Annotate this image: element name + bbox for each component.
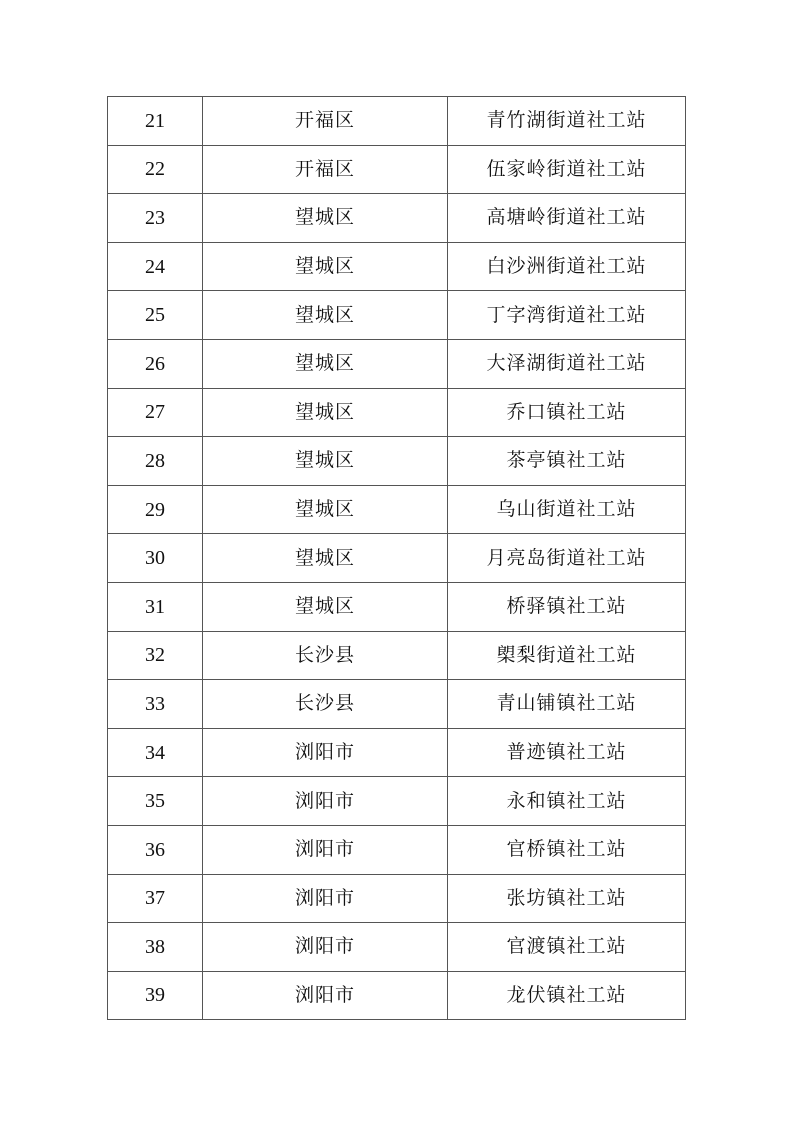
station-name-cell: 茶亭镇社工站	[448, 437, 686, 486]
table-row	[108, 582, 686, 631]
station-name-cell: 乌山街道社工站	[448, 485, 686, 534]
district-cell: 望城区	[203, 437, 448, 486]
table-row	[108, 825, 686, 874]
row-number-cell: 36	[108, 825, 203, 874]
row-number-cell: 37	[108, 874, 203, 923]
district-cell: 望城区	[203, 242, 448, 291]
row-number-cell: 30	[108, 534, 203, 583]
district-cell: 望城区	[203, 291, 448, 340]
station-name-cell: 龙伏镇社工站	[448, 971, 686, 1020]
row-number-cell: 32	[108, 631, 203, 680]
station-name-cell: 官桥镇社工站	[448, 825, 686, 874]
table-row	[108, 631, 686, 680]
district-cell: 浏阳市	[203, 971, 448, 1020]
station-name-cell: 永和镇社工站	[448, 777, 686, 826]
table-row	[108, 680, 686, 729]
station-name-cell: 张坊镇社工站	[448, 874, 686, 923]
district-cell: 开福区	[203, 97, 448, 146]
district-cell: 望城区	[203, 582, 448, 631]
station-name-cell: 大泽湖街道社工站	[448, 339, 686, 388]
row-number-cell: 39	[108, 971, 203, 1020]
station-name-cell: 青山铺镇社工站	[448, 680, 686, 729]
row-number-cell: 27	[108, 388, 203, 437]
table-row	[108, 874, 686, 923]
district-cell: 望城区	[203, 534, 448, 583]
row-number-cell: 22	[108, 145, 203, 194]
row-number-cell: 34	[108, 728, 203, 777]
row-number-cell: 29	[108, 485, 203, 534]
table-row	[108, 145, 686, 194]
station-name-cell: 乔口镇社工站	[448, 388, 686, 437]
table-row	[108, 291, 686, 340]
district-cell: 浏阳市	[203, 923, 448, 972]
district-cell: 浏阳市	[203, 825, 448, 874]
district-cell: 浏阳市	[203, 728, 448, 777]
table-row	[108, 388, 686, 437]
station-name-cell: 官渡镇社工站	[448, 923, 686, 972]
row-number-cell: 23	[108, 194, 203, 243]
station-name-cell: 丁字湾街道社工站	[448, 291, 686, 340]
district-cell: 浏阳市	[203, 777, 448, 826]
table-row	[108, 728, 686, 777]
row-number-cell: 38	[108, 923, 203, 972]
table-row	[108, 923, 686, 972]
district-cell: 浏阳市	[203, 874, 448, 923]
table-row	[108, 534, 686, 583]
station-name-cell: 青竹湖街道社工站	[448, 97, 686, 146]
table-row	[108, 242, 686, 291]
table-row	[108, 777, 686, 826]
district-cell: 望城区	[203, 485, 448, 534]
row-number-cell: 24	[108, 242, 203, 291]
station-name-cell: 高塘岭街道社工站	[448, 194, 686, 243]
station-name-cell: 普迹镇社工站	[448, 728, 686, 777]
table-row	[108, 339, 686, 388]
table-row	[108, 97, 686, 146]
table-row	[108, 437, 686, 486]
row-number-cell: 25	[108, 291, 203, 340]
station-name-cell: 白沙洲街道社工站	[448, 242, 686, 291]
station-name-cell: 㮾梨街道社工站	[448, 631, 686, 680]
table-row	[108, 485, 686, 534]
row-number-cell: 33	[108, 680, 203, 729]
row-number-cell: 28	[108, 437, 203, 486]
table-body	[108, 97, 686, 1020]
station-name-cell: 月亮岛街道社工站	[448, 534, 686, 583]
station-table	[107, 96, 686, 1020]
row-number-cell: 35	[108, 777, 203, 826]
district-cell: 望城区	[203, 194, 448, 243]
district-cell: 望城区	[203, 339, 448, 388]
station-name-cell: 伍家岭街道社工站	[448, 145, 686, 194]
district-cell: 长沙县	[203, 631, 448, 680]
table-row	[108, 971, 686, 1020]
row-number-cell: 21	[108, 97, 203, 146]
table-row	[108, 194, 686, 243]
district-cell: 开福区	[203, 145, 448, 194]
row-number-cell: 31	[108, 582, 203, 631]
district-cell: 长沙县	[203, 680, 448, 729]
district-cell: 望城区	[203, 388, 448, 437]
station-name-cell: 桥驿镇社工站	[448, 582, 686, 631]
row-number-cell: 26	[108, 339, 203, 388]
